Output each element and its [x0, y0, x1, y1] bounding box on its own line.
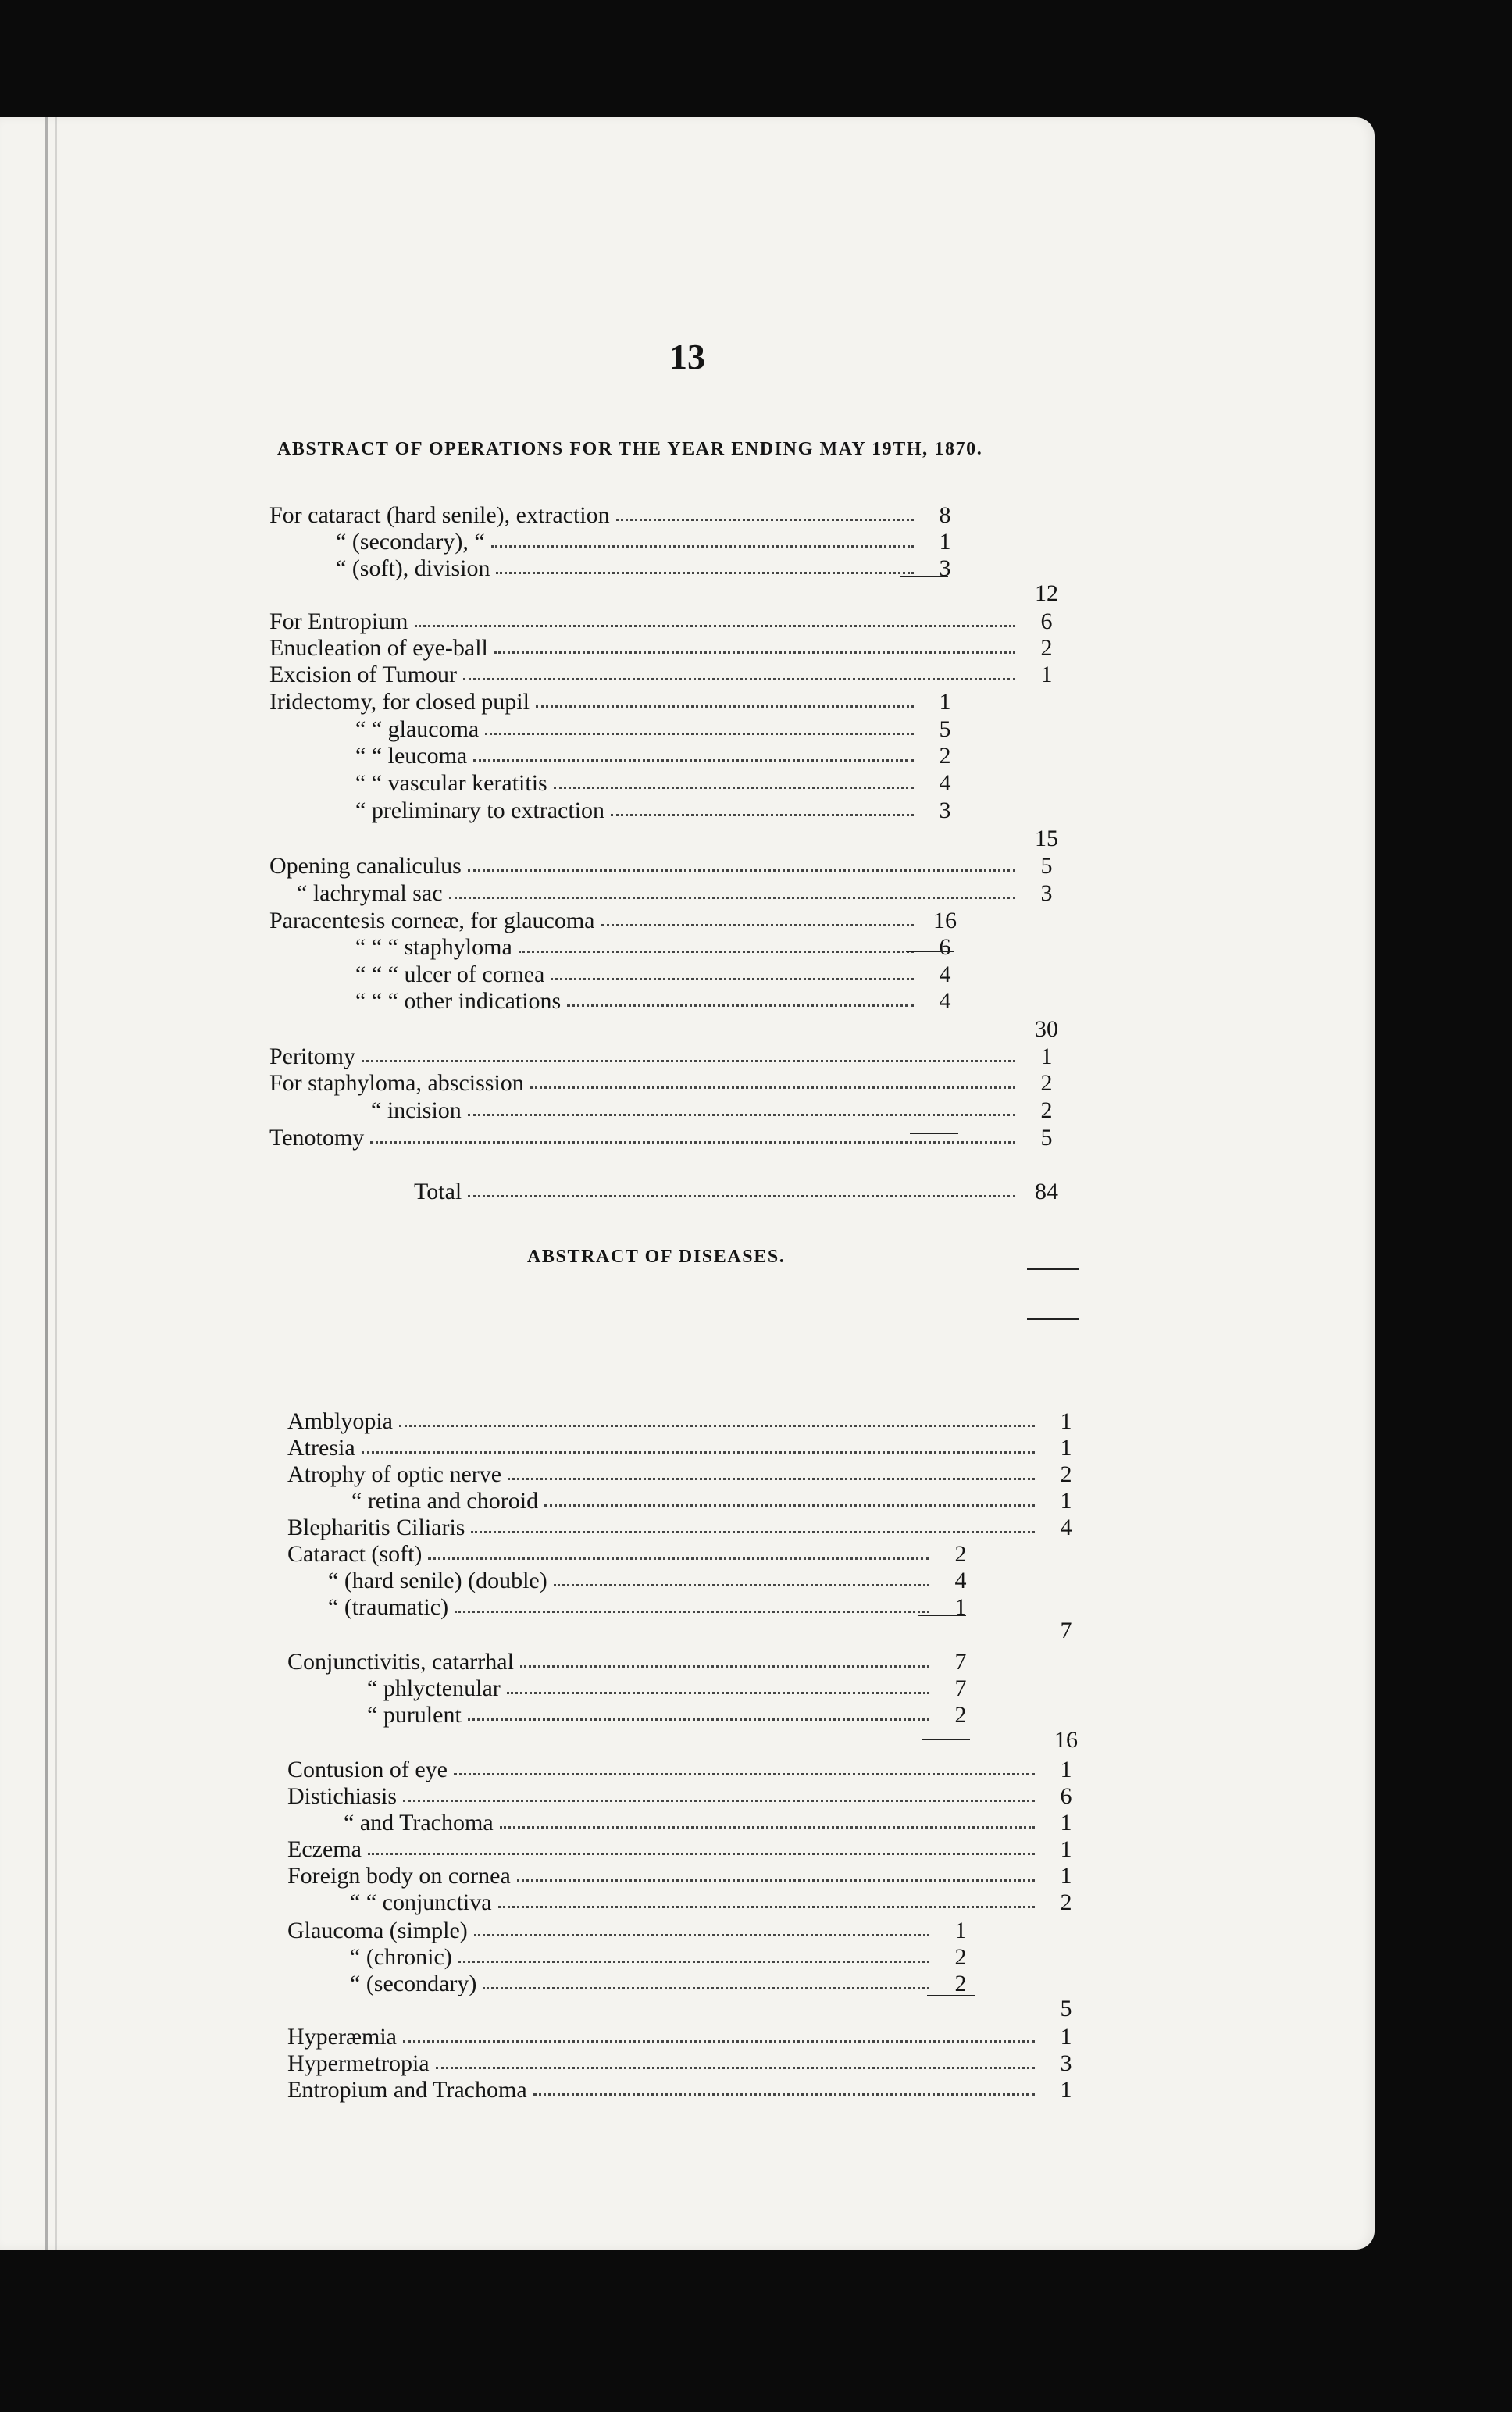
diseases-row-count: 6 — [1060, 1783, 1072, 1809]
diseases-row — [0, 1617, 1375, 1645]
operations-row-count: 6 — [1040, 608, 1053, 634]
diseases-row-count: 1 — [1060, 1757, 1072, 1782]
operations-row-label: “ incision — [371, 1097, 462, 1123]
dot-leader — [474, 1934, 929, 1936]
subtotal-rule — [1027, 1268, 1079, 1270]
operations-row-label: Opening canaliculus — [269, 853, 462, 879]
dot-leader — [362, 1451, 1035, 1454]
operations-row — [0, 961, 1375, 989]
dot-leader — [500, 1826, 1035, 1829]
diseases-heading: ABSTRACT OF DISEASES. — [527, 1247, 786, 1267]
diseases-row-label: Hyperæmia — [287, 2024, 397, 2050]
operations-row — [0, 688, 1375, 716]
operations-row — [0, 1178, 1375, 1206]
dot-leader — [468, 1114, 1015, 1116]
diseases-row — [0, 2023, 1375, 2051]
operations-row-count: 2 — [1040, 1070, 1053, 1096]
diseases-row-label: Hypermetropia — [287, 2050, 430, 2076]
diseases-row — [0, 1836, 1375, 1864]
dot-leader — [491, 545, 914, 548]
diseases-row-label: “ “ conjunctiva — [350, 1889, 492, 1915]
diseases-row — [0, 1701, 1375, 1729]
subtotal-rule — [918, 1615, 966, 1616]
diseases-row-count: 1 — [1060, 1836, 1072, 1862]
diseases-row-label: Glaucoma (simple) — [287, 1918, 468, 1943]
diseases-row — [0, 1889, 1375, 1917]
operations-row-label: “ “ “ ulcer of cornea — [355, 962, 545, 987]
diseases-row-count: 1 — [1060, 1810, 1072, 1836]
operations-row-label: Tenotomy — [269, 1125, 365, 1151]
dot-leader — [473, 759, 914, 762]
operations-row-count: 30 — [1035, 1016, 1058, 1042]
operations-row — [0, 769, 1375, 797]
operations-row — [0, 528, 1375, 556]
dot-leader — [455, 1611, 929, 1613]
operations-row-count: 3 — [1040, 880, 1053, 906]
diseases-row — [0, 1726, 1375, 1754]
operations-row-count: 12 — [1035, 580, 1058, 606]
diseases-row-label: Conjunctivitis, catarrhal — [287, 1649, 514, 1675]
diseases-row-subcount: 4 — [954, 1568, 967, 1593]
dot-leader — [533, 2093, 1035, 2096]
operations-row — [0, 797, 1375, 825]
dot-leader — [468, 869, 1015, 872]
dot-leader — [415, 625, 1015, 627]
dot-leader — [403, 2040, 1035, 2043]
dot-leader — [567, 1004, 914, 1007]
operations-row-count: 15 — [1035, 826, 1058, 851]
operations-row-subcount: 6 — [939, 934, 951, 960]
operations-row — [0, 1043, 1375, 1071]
diseases-row-count: 1 — [1060, 1435, 1072, 1461]
dot-leader — [468, 1195, 1015, 1197]
operations-row-label: Total — [414, 1179, 462, 1204]
diseases-row-count: 1 — [1060, 1408, 1072, 1434]
operations-row-count: 2 — [1040, 1097, 1053, 1123]
diseases-row-count: 7 — [1060, 1618, 1072, 1643]
diseases-row — [0, 1514, 1375, 1542]
operations-row — [0, 825, 1375, 853]
diseases-row — [0, 1434, 1375, 1462]
dot-leader — [458, 1961, 929, 1963]
subtotal-rule — [922, 1739, 970, 1740]
operations-row-count: 5 — [1040, 1125, 1053, 1151]
operations-row-label: “ “ glaucoma — [355, 716, 480, 742]
operations-row-count: 2 — [1040, 635, 1053, 661]
dot-leader — [616, 519, 914, 521]
diseases-row-count: 3 — [1060, 2050, 1072, 2076]
diseases-row-count: 2 — [1060, 1889, 1072, 1915]
dot-leader — [463, 678, 1015, 680]
dot-leader — [468, 1718, 929, 1721]
diseases-row-label: “ (traumatic) — [328, 1594, 449, 1620]
diseases-row-label: Eczema — [287, 1836, 362, 1862]
dot-leader — [551, 978, 914, 980]
diseases-row-label: Entropium and Trachoma — [287, 2077, 527, 2103]
diseases-row-label: Foreign body on cornea — [287, 1863, 511, 1889]
dot-leader — [554, 1584, 929, 1586]
operations-row-label: “ (secondary), “ — [336, 529, 485, 555]
dot-leader — [536, 705, 914, 708]
diseases-row — [0, 1675, 1375, 1703]
operations-row-subcount: 1 — [939, 529, 951, 555]
dot-leader — [494, 651, 1015, 654]
document-page — [0, 117, 1375, 2250]
diseases-row — [0, 1995, 1375, 2023]
diseases-row-label: Cataract (soft) — [287, 1541, 423, 1567]
dot-leader — [483, 1987, 929, 1989]
diseases-row-label: “ (hard senile) (double) — [328, 1568, 547, 1593]
operations-heading: ABSTRACT OF OPERATIONS FOR THE YEAR ENDING MAY 19TH, 1870. — [277, 439, 983, 459]
dot-leader — [530, 1086, 1015, 1089]
operations-row-subcount: 4 — [939, 988, 951, 1014]
operations-row-label: For cataract (hard senile), extraction — [269, 502, 610, 528]
operations-row-subcount: 8 — [939, 502, 951, 528]
operations-row-subcount: 1 — [939, 689, 951, 715]
diseases-row-subcount: 2 — [954, 1944, 967, 1970]
operations-row-subcount: 4 — [939, 962, 951, 987]
diseases-row — [0, 1461, 1375, 1489]
diseases-row — [0, 1756, 1375, 1784]
diseases-row-count: 5 — [1060, 1996, 1072, 2021]
operations-row-subcount: 2 — [939, 743, 951, 769]
operations-row — [0, 608, 1375, 636]
diseases-row-subcount: 1 — [954, 1918, 967, 1943]
operations-row — [0, 1015, 1375, 1044]
operations-row — [0, 661, 1375, 689]
diseases-row — [0, 1408, 1375, 1436]
operations-row-label: Iridectomy, for closed pupil — [269, 689, 530, 715]
operations-row — [0, 1097, 1375, 1125]
operations-row-label: “ lachrymal sac — [297, 880, 443, 906]
operations-row — [0, 580, 1375, 608]
diseases-row-label: “ retina and choroid — [351, 1488, 539, 1514]
diseases-row-label: Atresia — [287, 1435, 355, 1461]
operations-row-label: “ “ “ other indications — [355, 988, 562, 1014]
operations-row-count: 1 — [1040, 1044, 1053, 1069]
diseases-row — [0, 2076, 1375, 2104]
operations-row-label: “ preliminary to extraction — [355, 797, 605, 823]
operations-row-label: “ “ leucoma — [355, 743, 468, 769]
diseases-row-count: 1 — [1060, 1488, 1072, 1514]
diseases-row — [0, 1917, 1375, 1945]
diseases-row-count: 16 — [1054, 1727, 1078, 1753]
subtotal-rule — [1027, 1318, 1079, 1320]
diseases-row — [0, 1487, 1375, 1515]
dot-leader — [485, 733, 914, 735]
operations-row — [0, 933, 1375, 962]
page-number: 13 — [669, 337, 705, 376]
operations-row-label: Enucleation of eye-ball — [269, 635, 488, 661]
diseases-row-count: 1 — [1060, 2024, 1072, 2050]
subtotal-rule — [906, 951, 954, 952]
operations-row — [0, 987, 1375, 1015]
dot-leader — [611, 814, 914, 816]
operations-row-subcount: 5 — [939, 716, 951, 742]
operations-row-subcount: 4 — [939, 770, 951, 796]
diseases-row-label: “ (chronic) — [350, 1944, 452, 1970]
operations-row-count: 5 — [1040, 853, 1053, 879]
diseases-row — [0, 1567, 1375, 1595]
diseases-row-subcount: 2 — [954, 1702, 967, 1728]
diseases-row-label: Distichiasis — [287, 1783, 397, 1809]
operations-row-label: “ (soft), division — [336, 555, 490, 581]
operations-row — [0, 742, 1375, 770]
diseases-row-label: Contusion of eye — [287, 1757, 448, 1782]
operations-row-count: 1 — [1040, 662, 1053, 687]
diseases-row — [0, 1540, 1375, 1568]
diseases-row — [0, 1809, 1375, 1837]
operations-row-label: Paracentesis corneæ, for glaucoma — [269, 908, 595, 933]
subtotal-rule — [900, 576, 948, 577]
diseases-row-label: “ (secondary) — [350, 1971, 477, 1996]
dot-leader — [449, 897, 1015, 899]
diseases-row-subcount: 7 — [954, 1675, 967, 1701]
dot-leader — [471, 1531, 1035, 1533]
diseases-row-label: “ phlyctenular — [367, 1675, 501, 1701]
dot-leader — [517, 1879, 1035, 1882]
subtotal-rule — [910, 1133, 958, 1134]
subtotal-rule — [927, 1995, 975, 1996]
operations-row-subcount: 16 — [933, 908, 957, 933]
dot-leader — [498, 1906, 1035, 1908]
operations-row-label: “ “ “ staphyloma — [355, 934, 512, 960]
operations-row-subcount: 3 — [939, 555, 951, 581]
diseases-row-label: Amblyopia — [287, 1408, 393, 1434]
diseases-row-subcount: 2 — [954, 1541, 967, 1567]
diseases-row — [0, 1782, 1375, 1811]
dot-leader — [428, 1557, 929, 1560]
dot-leader — [399, 1425, 1035, 1427]
diseases-row — [0, 1862, 1375, 1890]
operations-row-subcount: 3 — [939, 797, 951, 823]
operations-row — [0, 852, 1375, 880]
dot-leader — [507, 1692, 929, 1694]
operations-row — [0, 880, 1375, 908]
diseases-row-label: “ purulent — [367, 1702, 462, 1728]
diseases-row-count: 2 — [1060, 1461, 1072, 1487]
operations-row-count: 84 — [1035, 1179, 1058, 1204]
diseases-row-label: Blepharitis Ciliaris — [287, 1515, 465, 1540]
diseases-row-count: 1 — [1060, 1863, 1072, 1889]
dot-leader — [496, 572, 914, 574]
diseases-row — [0, 2050, 1375, 2078]
diseases-row-label: “ and Trachoma — [344, 1810, 494, 1836]
operations-row — [0, 501, 1375, 530]
dot-leader — [454, 1773, 1035, 1775]
operations-row — [0, 907, 1375, 935]
operations-row — [0, 1069, 1375, 1097]
dot-leader — [368, 1853, 1035, 1855]
diseases-row — [0, 1943, 1375, 1971]
operations-row-label: Excision of Tumour — [269, 662, 458, 687]
dot-leader — [436, 2067, 1035, 2069]
operations-row-label: For staphyloma, abscission — [269, 1070, 524, 1096]
dot-leader — [554, 787, 914, 789]
dot-leader — [403, 1800, 1035, 1802]
operations-row — [0, 555, 1375, 583]
dot-leader — [520, 1665, 929, 1668]
operations-row-label: For Entropium — [269, 608, 408, 634]
operations-row — [0, 634, 1375, 662]
diseases-row — [0, 1970, 1375, 1998]
operations-row — [0, 715, 1375, 744]
diseases-row-label: Atrophy of optic nerve — [287, 1461, 502, 1487]
operations-row-label: Peritomy — [269, 1044, 355, 1069]
diseases-row — [0, 1648, 1375, 1676]
diseases-row-count: 1 — [1060, 2077, 1072, 2103]
diseases-row-subcount: 2 — [954, 1971, 967, 1996]
dot-leader — [362, 1060, 1015, 1062]
operations-row-label: “ “ vascular keratitis — [355, 770, 547, 796]
diseases-row-subcount: 1 — [954, 1594, 967, 1620]
dot-leader — [508, 1478, 1035, 1480]
diseases-row-count: 4 — [1060, 1515, 1072, 1540]
dot-leader — [601, 924, 914, 926]
dot-leader — [519, 951, 914, 953]
operations-row — [0, 1124, 1375, 1152]
diseases-row-subcount: 7 — [954, 1649, 967, 1675]
dot-leader — [544, 1504, 1035, 1507]
dot-leader — [370, 1141, 1015, 1144]
